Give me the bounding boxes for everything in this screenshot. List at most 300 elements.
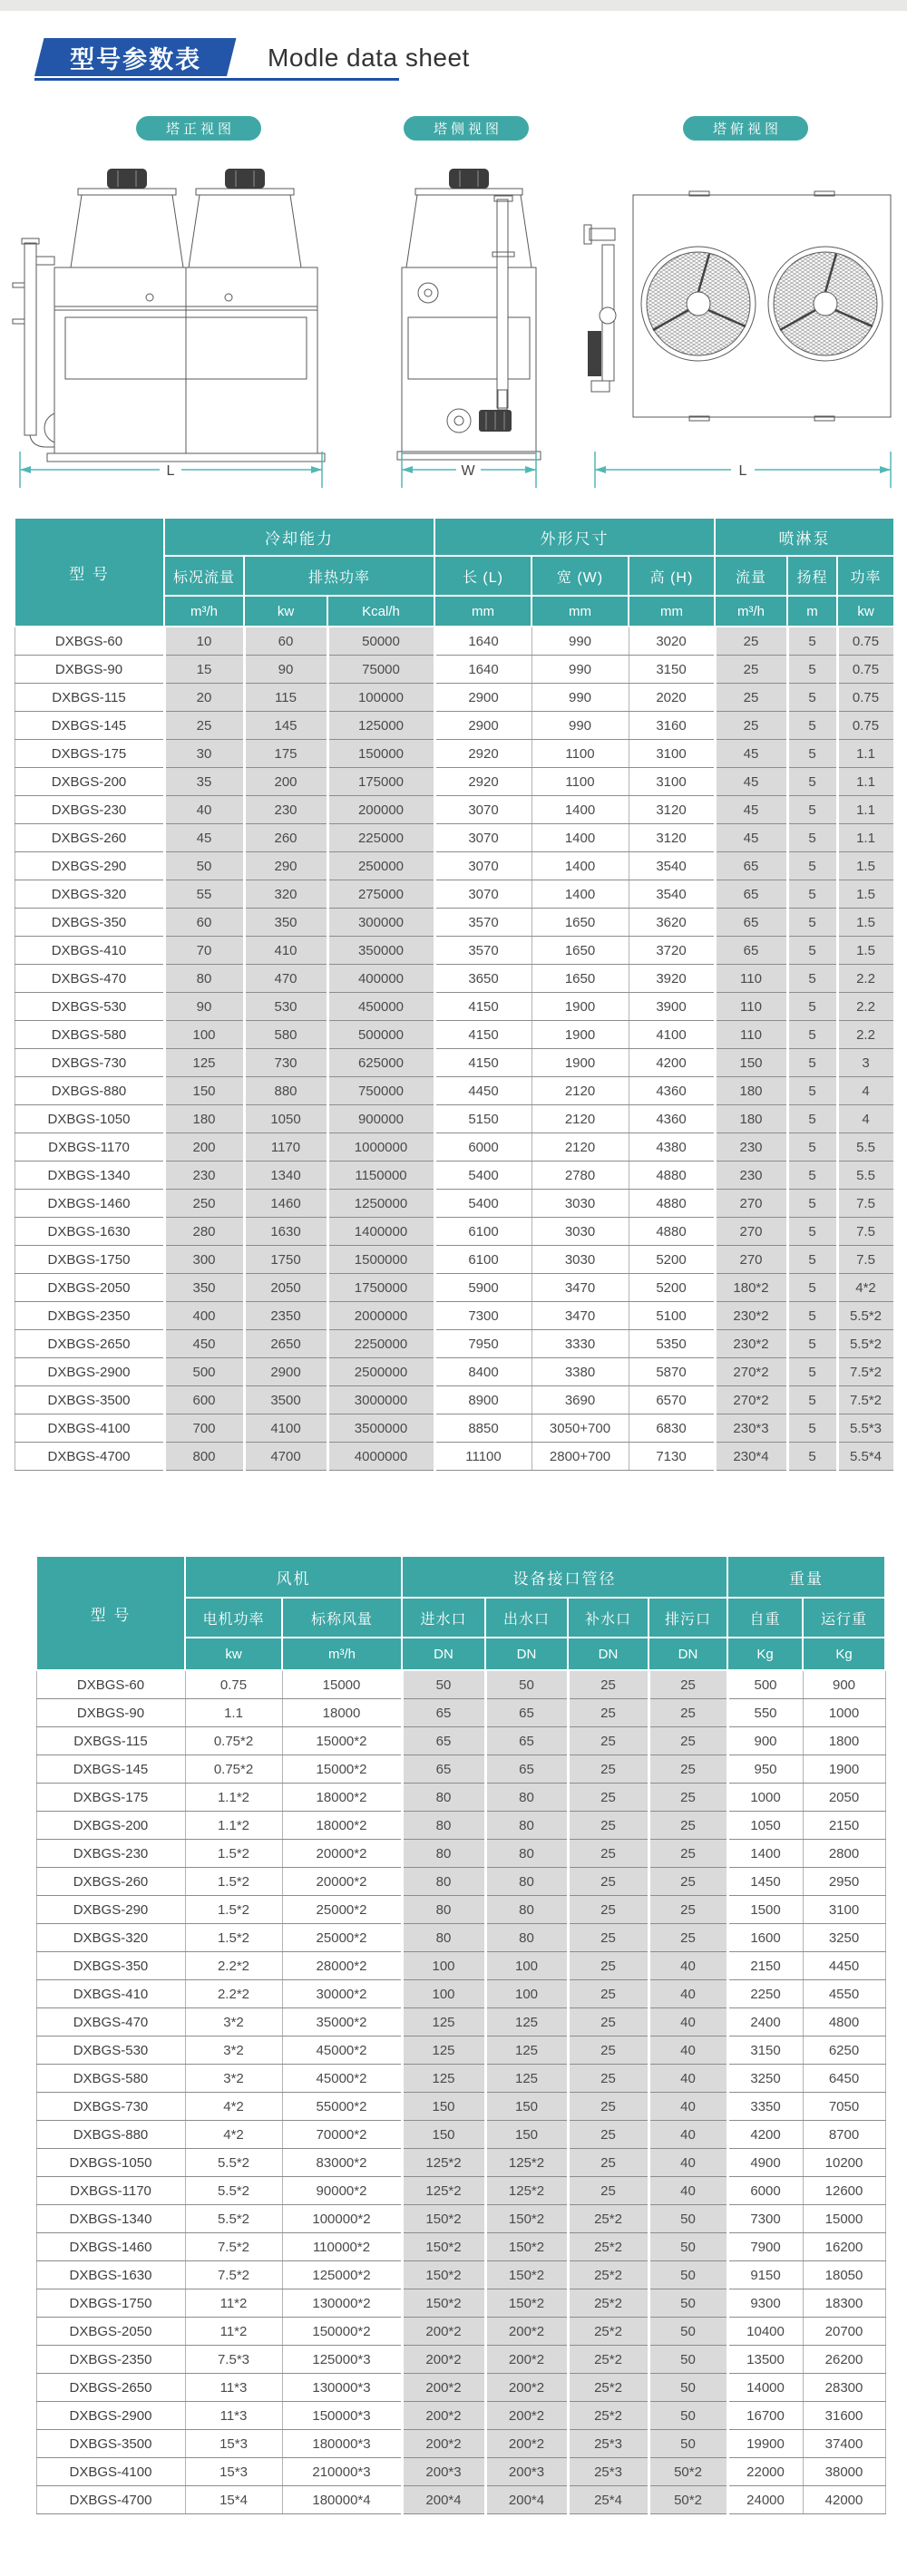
value-cell: 1.5	[837, 880, 894, 909]
value-cell: 110	[715, 1021, 787, 1049]
value-cell: 5	[787, 1218, 837, 1246]
model-cell: DXBGS-1460	[36, 2233, 185, 2261]
value-cell: 150*2	[402, 2205, 485, 2233]
model-cell: DXBGS-1460	[15, 1190, 164, 1218]
model-cell: DXBGS-730	[36, 2093, 185, 2121]
model-cell: DXBGS-580	[15, 1021, 164, 1049]
value-cell: 2350	[244, 1302, 327, 1330]
value-cell: 9150	[727, 2261, 803, 2289]
value-cell: 1.5*2	[185, 1840, 282, 1868]
model-cell: DXBGS-880	[15, 1077, 164, 1105]
value-cell: 16200	[803, 2233, 885, 2261]
model-cell: DXBGS-4100	[36, 2458, 185, 2486]
value-cell: 3330	[532, 1330, 629, 1358]
model-cell: DXBGS-200	[36, 1812, 185, 1840]
value-cell: 115	[244, 684, 327, 712]
value-cell: 950	[727, 1755, 803, 1784]
value-cell: 80	[164, 965, 244, 993]
value-cell: 4900	[727, 2149, 803, 2177]
value-cell: 3350	[727, 2093, 803, 2121]
t1-group-dimensions: 外形尺寸	[434, 518, 715, 556]
value-cell: 4150	[434, 1021, 532, 1049]
value-cell: 25*3	[568, 2430, 649, 2458]
model-cell: DXBGS-60	[15, 627, 164, 656]
value-cell: 7.5*2	[837, 1386, 894, 1414]
value-cell: 70000*2	[282, 2121, 402, 2149]
value-cell: 50	[649, 2430, 727, 2458]
value-cell: 5	[787, 1386, 837, 1414]
value-cell: 2.2*2	[185, 1952, 282, 1980]
t2-sub-outlet: 出水口	[485, 1598, 568, 1638]
value-cell: 45	[715, 768, 787, 796]
t2-unit: DN	[402, 1638, 485, 1670]
value-cell: 5.5*2	[185, 2205, 282, 2233]
value-cell: 400000	[327, 965, 434, 993]
value-cell: 3120	[629, 796, 715, 824]
t1-unit: kw	[244, 596, 327, 627]
value-cell: 270*2	[715, 1386, 787, 1414]
value-cell: 65	[485, 1699, 568, 1727]
value-cell: 3920	[629, 965, 715, 993]
value-cell: 500	[164, 1358, 244, 1386]
value-cell: 11*3	[185, 2402, 282, 2430]
value-cell: 1170	[244, 1133, 327, 1162]
value-cell: 25*2	[568, 2318, 649, 2346]
table-row	[36, 2458, 885, 2486]
value-cell: 25*2	[568, 2402, 649, 2430]
value-cell: 25	[568, 1727, 649, 1755]
t1-sub-heat-power: 排热功率	[244, 556, 434, 596]
value-cell: 5.5*2	[185, 2149, 282, 2177]
dimension-lines	[20, 452, 891, 488]
value-cell: 15000*2	[282, 1755, 402, 1784]
value-cell: 2650	[244, 1330, 327, 1358]
value-cell: 2020	[629, 684, 715, 712]
value-cell: 500000	[327, 1021, 434, 1049]
t2-unit: DN	[649, 1638, 727, 1670]
value-cell: 3030	[532, 1190, 629, 1218]
value-cell: 40	[649, 2093, 727, 2121]
value-cell: 5	[787, 712, 837, 740]
value-cell: 225000	[327, 824, 434, 852]
value-cell: 6450	[803, 2065, 885, 2093]
value-cell: 230	[715, 1162, 787, 1190]
value-cell: 0.75	[837, 656, 894, 684]
value-cell: 250	[164, 1190, 244, 1218]
value-cell: 110000*2	[282, 2233, 402, 2261]
value-cell: 1.1	[837, 768, 894, 796]
t1-unit: m	[787, 596, 837, 627]
model-cell: DXBGS-1750	[36, 2289, 185, 2318]
value-cell: 4880	[629, 1218, 715, 1246]
model-cell: DXBGS-4700	[36, 2486, 185, 2514]
table-row	[36, 2205, 885, 2233]
value-cell: 4200	[727, 2121, 803, 2149]
value-cell: 25*2	[568, 2346, 649, 2374]
value-cell: 4*2	[185, 2093, 282, 2121]
value-cell: 5.5*3	[837, 1414, 894, 1443]
value-cell: 5900	[434, 1274, 532, 1302]
table-row	[36, 2149, 885, 2177]
value-cell: 200*4	[402, 2486, 485, 2514]
value-cell: 1100	[532, 768, 629, 796]
value-cell: 200*3	[402, 2458, 485, 2486]
value-cell: 100	[402, 1980, 485, 2008]
value-cell: 3070	[434, 880, 532, 909]
title-badge-label: 型号参数表	[69, 45, 201, 73]
value-cell: 290	[244, 852, 327, 880]
value-cell: 4	[837, 1077, 894, 1105]
value-cell: 2000000	[327, 1302, 434, 1330]
front-view-label: 塔正视图	[136, 116, 261, 141]
value-cell: 80	[485, 1868, 568, 1896]
model-cell: DXBGS-4100	[15, 1414, 164, 1443]
model-cell: DXBGS-410	[15, 937, 164, 965]
value-cell: 2.2	[837, 965, 894, 993]
value-cell: 4150	[434, 993, 532, 1021]
table-row	[15, 1443, 894, 1471]
value-cell: 625000	[327, 1049, 434, 1077]
model-cell: DXBGS-3500	[36, 2430, 185, 2458]
value-cell: 2400	[727, 2008, 803, 2036]
value-cell: 10400	[727, 2318, 803, 2346]
value-cell: 30	[164, 740, 244, 768]
value-cell: 150000	[327, 740, 434, 768]
value-cell: 125000	[327, 712, 434, 740]
value-cell: 25	[715, 656, 787, 684]
table-row	[15, 627, 894, 656]
table-row	[36, 1784, 885, 1812]
table-row	[15, 712, 894, 740]
value-cell: 2.2	[837, 1021, 894, 1049]
value-cell: 4380	[629, 1133, 715, 1162]
value-cell: 6250	[803, 2036, 885, 2065]
value-cell: 3250	[727, 2065, 803, 2093]
value-cell: 150*2	[485, 2205, 568, 2233]
value-cell: 125*2	[402, 2177, 485, 2205]
table-row	[36, 1699, 885, 1727]
value-cell: 175000	[327, 768, 434, 796]
table-row	[15, 1302, 894, 1330]
model-cell: DXBGS-1170	[36, 2177, 185, 2205]
value-cell: 65	[402, 1727, 485, 1755]
value-cell: 18000*2	[282, 1784, 402, 1812]
model-cell: DXBGS-350	[36, 1952, 185, 1980]
t2-unit: DN	[485, 1638, 568, 1670]
model-cell: DXBGS-90	[36, 1699, 185, 1727]
table-row	[36, 1924, 885, 1952]
value-cell: 25	[649, 1784, 727, 1812]
value-cell: 1340	[244, 1162, 327, 1190]
table-row	[15, 656, 894, 684]
value-cell: 26200	[803, 2346, 885, 2374]
value-cell: 1650	[532, 965, 629, 993]
model-cell: DXBGS-2900	[36, 2402, 185, 2430]
value-cell: 25	[715, 627, 787, 656]
table-row	[36, 1896, 885, 1924]
value-cell: 15000	[803, 2205, 885, 2233]
table-row	[36, 1868, 885, 1896]
value-cell: 125	[485, 2065, 568, 2093]
model-cell: DXBGS-350	[15, 909, 164, 937]
value-cell: 1.5*2	[185, 1868, 282, 1896]
value-cell: 1400000	[327, 1218, 434, 1246]
value-cell: 40	[649, 1952, 727, 1980]
value-cell: 7050	[803, 2093, 885, 2121]
value-cell: 2250000	[327, 1330, 434, 1358]
value-cell: 150	[485, 2093, 568, 2121]
value-cell: 35	[164, 768, 244, 796]
value-cell: 20700	[803, 2318, 885, 2346]
spec-table-fan-weight	[35, 1555, 886, 2514]
value-cell: 1000000	[327, 1133, 434, 1162]
model-cell: DXBGS-2650	[15, 1330, 164, 1358]
table-row	[15, 993, 894, 1021]
value-cell: 5	[787, 684, 837, 712]
value-cell: 110	[715, 965, 787, 993]
value-cell: 20	[164, 684, 244, 712]
value-cell: 5	[787, 1302, 837, 1330]
value-cell: 730	[244, 1049, 327, 1077]
value-cell: 4*2	[185, 2121, 282, 2149]
t1-sub-pump-power: 功率	[837, 556, 894, 596]
value-cell: 25	[649, 1670, 727, 1699]
value-cell: 50	[649, 2261, 727, 2289]
value-cell: 1900	[532, 993, 629, 1021]
value-cell: 3150	[629, 656, 715, 684]
table-row	[36, 1840, 885, 1868]
t2-group-pipe: 设备接口管径	[402, 1556, 727, 1598]
value-cell: 7.5	[837, 1246, 894, 1274]
value-cell: 16700	[727, 2402, 803, 2430]
value-cell: 80	[402, 1840, 485, 1868]
model-cell: DXBGS-1170	[15, 1133, 164, 1162]
table-row	[36, 1727, 885, 1755]
value-cell: 2150	[727, 1952, 803, 1980]
value-cell: 2920	[434, 768, 532, 796]
value-cell: 580	[244, 1021, 327, 1049]
value-cell: 125*2	[485, 2177, 568, 2205]
table-row	[15, 1246, 894, 1274]
value-cell: 230*2	[715, 1302, 787, 1330]
value-cell: 320	[244, 880, 327, 909]
value-cell: 400	[164, 1302, 244, 1330]
value-cell: 1400	[532, 824, 629, 852]
value-cell: 900	[727, 1727, 803, 1755]
value-cell: 180	[715, 1105, 787, 1133]
t2-sub-net-weight: 自重	[727, 1598, 803, 1638]
value-cell: 5	[787, 909, 837, 937]
value-cell: 2050	[244, 1274, 327, 1302]
value-cell: 270	[715, 1190, 787, 1218]
value-cell: 40	[164, 796, 244, 824]
value-cell: 25	[568, 1924, 649, 1952]
value-cell: 1050	[727, 1812, 803, 1840]
value-cell: 5	[787, 1274, 837, 1302]
value-cell: 7.5*3	[185, 2346, 282, 2374]
value-cell: 18000	[282, 1699, 402, 1727]
value-cell: 7900	[727, 2233, 803, 2261]
model-cell: DXBGS-320	[36, 1924, 185, 1952]
value-cell: 50	[485, 1670, 568, 1699]
value-cell: 25	[649, 1727, 727, 1755]
table-row	[15, 768, 894, 796]
value-cell: 25	[649, 1924, 727, 1952]
value-cell: 90	[244, 656, 327, 684]
value-cell: 50	[649, 2402, 727, 2430]
value-cell: 10200	[803, 2149, 885, 2177]
value-cell: 1.5	[837, 937, 894, 965]
value-cell: 28300	[803, 2374, 885, 2402]
value-cell: 5870	[629, 1358, 715, 1386]
side-view-label: 塔侧视图	[404, 116, 529, 141]
value-cell: 200*2	[402, 2374, 485, 2402]
value-cell: 45000*2	[282, 2036, 402, 2065]
value-cell: 7.5*2	[837, 1358, 894, 1386]
value-cell: 2800	[803, 1840, 885, 1868]
value-cell: 11100	[434, 1443, 532, 1471]
value-cell: 5	[787, 768, 837, 796]
value-cell: 4360	[629, 1105, 715, 1133]
value-cell: 25	[568, 2008, 649, 2036]
value-cell: 18000*2	[282, 1812, 402, 1840]
value-cell: 9300	[727, 2289, 803, 2318]
value-cell: 900	[803, 1670, 885, 1699]
value-cell: 25	[568, 1699, 649, 1727]
model-cell: DXBGS-530	[15, 993, 164, 1021]
value-cell: 150000*2	[282, 2318, 402, 2346]
value-cell: 25*3	[568, 2458, 649, 2486]
value-cell: 25*4	[568, 2486, 649, 2514]
value-cell: 200*4	[485, 2486, 568, 2514]
value-cell: 65	[715, 852, 787, 880]
model-cell: DXBGS-730	[15, 1049, 164, 1077]
value-cell: 15*3	[185, 2458, 282, 2486]
value-cell: 530	[244, 993, 327, 1021]
value-cell: 1.1*2	[185, 1812, 282, 1840]
t1-unit: m³/h	[164, 596, 244, 627]
value-cell: 200*2	[485, 2346, 568, 2374]
value-cell: 100	[402, 1952, 485, 1980]
value-cell: 8900	[434, 1386, 532, 1414]
value-cell: 5	[787, 796, 837, 824]
value-cell: 280	[164, 1218, 244, 1246]
value-cell: 230*4	[715, 1443, 787, 1471]
value-cell: 410	[244, 937, 327, 965]
value-cell: 5200	[629, 1246, 715, 1274]
value-cell: 3070	[434, 852, 532, 880]
value-cell: 750000	[327, 1077, 434, 1105]
value-cell: 5	[787, 656, 837, 684]
value-cell: 5	[787, 1162, 837, 1190]
value-cell: 3540	[629, 852, 715, 880]
value-cell: 0.75*2	[185, 1727, 282, 1755]
table-row	[15, 1162, 894, 1190]
value-cell: 25	[568, 1896, 649, 1924]
value-cell: 4150	[434, 1049, 532, 1077]
value-cell: 990	[532, 684, 629, 712]
value-cell: 25	[568, 1868, 649, 1896]
table-row	[36, 2430, 885, 2458]
value-cell: 4450	[434, 1077, 532, 1105]
value-cell: 83000*2	[282, 2149, 402, 2177]
value-cell: 50	[164, 852, 244, 880]
t2-sub-inlet: 进水口	[402, 1598, 485, 1638]
table-row	[15, 880, 894, 909]
value-cell: 990	[532, 656, 629, 684]
value-cell: 25	[568, 2065, 649, 2093]
model-cell: DXBGS-2900	[15, 1358, 164, 1386]
value-cell: 65	[485, 1727, 568, 1755]
value-cell: 1900	[532, 1049, 629, 1077]
value-cell: 80	[402, 1924, 485, 1952]
model-cell: DXBGS-410	[36, 1980, 185, 2008]
value-cell: 3050+700	[532, 1414, 629, 1443]
t1-sub-length: 长 (L)	[434, 556, 532, 596]
table-row	[36, 2402, 885, 2430]
t2-unit: Kg	[727, 1638, 803, 1670]
value-cell: 100000	[327, 684, 434, 712]
value-cell: 80	[485, 1784, 568, 1812]
model-cell: DXBGS-2350	[15, 1302, 164, 1330]
value-cell: 3160	[629, 712, 715, 740]
value-cell: 5200	[629, 1274, 715, 1302]
value-cell: 40	[649, 2036, 727, 2065]
value-cell: 7.5*2	[185, 2233, 282, 2261]
value-cell: 65	[715, 909, 787, 937]
value-cell: 3380	[532, 1358, 629, 1386]
value-cell: 55000*2	[282, 2093, 402, 2121]
value-cell: 25	[649, 1840, 727, 1868]
value-cell: 990	[532, 627, 629, 656]
title-badge	[34, 38, 236, 76]
value-cell: 18300	[803, 2289, 885, 2318]
value-cell: 1.1	[837, 824, 894, 852]
value-cell: 3470	[532, 1302, 629, 1330]
value-cell: 2900	[244, 1358, 327, 1386]
value-cell: 50	[649, 2374, 727, 2402]
value-cell: 1900	[532, 1021, 629, 1049]
value-cell: 3030	[532, 1218, 629, 1246]
value-cell: 175	[244, 740, 327, 768]
value-cell: 40	[649, 2065, 727, 2093]
dim-label-front: L	[166, 463, 175, 479]
t1-header-model: 型 号	[15, 518, 164, 627]
value-cell: 150000*3	[282, 2402, 402, 2430]
value-cell: 3000000	[327, 1386, 434, 1414]
value-cell: 25	[568, 1952, 649, 1980]
value-cell: 2.2	[837, 993, 894, 1021]
value-cell: 7.5	[837, 1218, 894, 1246]
t1-unit: mm	[434, 596, 532, 627]
value-cell: 5	[787, 1077, 837, 1105]
value-cell: 200*2	[485, 2318, 568, 2346]
t1-sub-height: 高 (H)	[629, 556, 715, 596]
value-cell: 4550	[803, 1980, 885, 2008]
value-cell: 13500	[727, 2346, 803, 2374]
table-row	[15, 1133, 894, 1162]
value-cell: 125000*2	[282, 2261, 402, 2289]
value-cell: 50000	[327, 627, 434, 656]
value-cell: 125	[164, 1049, 244, 1077]
value-cell: 0.75	[837, 684, 894, 712]
value-cell: 700	[164, 1414, 244, 1443]
value-cell: 4700	[244, 1443, 327, 1471]
t2-sub-airflow: 标称风量	[282, 1598, 402, 1638]
value-cell: 75000	[327, 656, 434, 684]
value-cell: 150	[485, 2121, 568, 2149]
value-cell: 200*2	[402, 2318, 485, 2346]
